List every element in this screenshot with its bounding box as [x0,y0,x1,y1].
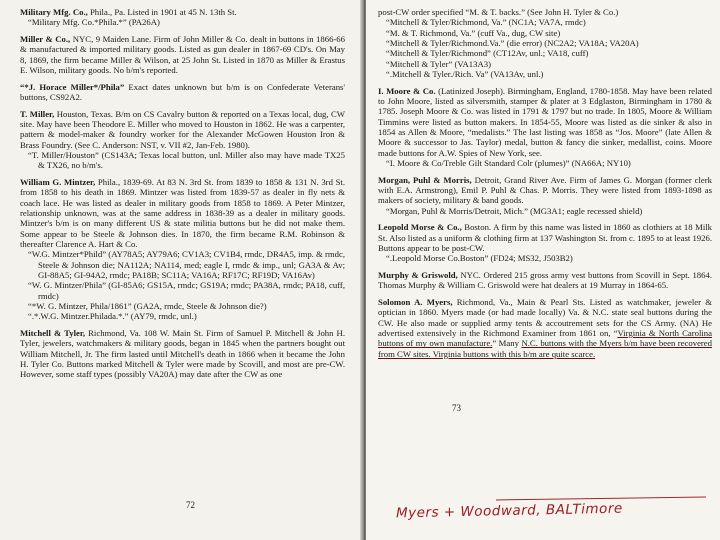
entry-morgan-puhl-morris [378,175,712,216]
page-number: 72 [186,500,195,510]
entry-text: NYC, 9 Maiden Lane. Firm of John Miller & Co. dealt in buttons in 1866-66 & manufactured & imported military goods. Listed as gun dealer in 1867-69 CD's. On May 8, 1869, the firm became Miller & Wilson, at 25 John St. Listed in 1870 as Miller & Erastus E. Wilson, military goods. No b/m's reported. [20,33,345,76]
handwritten-underline [496,497,706,501]
entry-heading: Leopold Morse & Co., [378,222,462,233]
entry-heading: Mitchell & Tyler, [20,328,86,339]
entry-text: Phila., 1839-69. At 83 N. 3rd St. from 1839 to 1858 & 131 N. 3rd St. from 1858 to his death in 1869. Mintzer was listed from 1839-57 as dealer in fly nets & coach lace. He was listed as dealer in military goods from 1858 to 1869. A Peter Mintzer, relationship unknown, was at the same address in 1838-39 as a dealer in military goods. Mintzer's b/m is on many different US & state militia buttons but he did not make them. Some appear to be Steele & Johnson dies. In 1870, the firm became R.M. Robinson & thereafter Clarence A. Hart & Co. [20,177,345,250]
entry-text: Houston, Texas. B/m on CS Cavalry button & reported on a Texas local, dug, CW site. May have been Theodore E. Miller who moved to Houston in 1862. He was a carpenter, pattern & model-maker & foundry worker for the Alexander McGowen Houston Iron & Brass Foundry. (See C. Anderson: NST, v. VII #2, Jan-Feb. 1980). [20,108,345,150]
backmark-line: “.Mitchell & Tyler./Rich. Va” (VA13Av, unl.) [386,69,544,80]
entry-heading: Miller & Co., [20,33,71,44]
entry-heading: T. Miller, [20,108,55,119]
entry-horace-miller [20,82,345,103]
entry-text: ” Many [492,338,522,349]
entry-heading: William G. Mintzer, [20,177,96,187]
backmark-line: “Mitchell & Tyler/Richmond” (CT12Av, unl.; VA18, cuff) [386,48,589,59]
backmark-line: “.*.W.G. Mintzer.Philada.*.” (AY79, rmdc, unl.) [28,311,197,322]
backmark-line: “Military Mfg. Co.*Phila.*” (PA26A) [28,17,160,28]
entry-text: NYC. Ordered 215 gross army vest buttons from Scovill in Sept. 1864. Thomas Murphy & William C. Griswold were hat dealers at 19 Murray in 1864-65. [378,270,712,291]
left-column [20,7,345,386]
entry-t-miller [20,109,345,171]
backmark-line: “Mitchell & Tyler/Richmond.Va.” (die error) (NC2A2; VA18A; VA20A) [386,38,639,49]
entry-miller-co [20,34,345,75]
backmark-line: “Morgan, Puhl & Morris/Detroit, Mich.” (MG3A1; eagle recessed shield) [386,205,643,216]
right-page [366,0,720,540]
entry-text: Exact dates unknown but b/m is on Confederate Veterans' buttons, CS92A2. [20,81,346,102]
page-number: 73 [452,403,461,413]
entry-heading: Solomon A. Myers, [378,297,453,308]
entry-heading: Morgan, Puhl & Morris, [378,174,472,185]
entry-mintzer [20,177,345,322]
handwritten-note: Myers + Woodward, BALTimore [395,500,623,522]
backmark-line: “M. & T. Richmond, Va.” (cuff Va., dug, CW site) [386,27,561,38]
entry-moore [378,86,712,169]
entry-heading: Military Mfg. Co., [20,7,88,17]
entry-mitchell-tyler [20,328,345,380]
continuation-text: post-CW order specified “M. & T. backs.” (See John H. Tyler & Co.) [378,7,619,17]
backmark-line: “I. Moore & Co/Treble Gilt Standard Colr (plumes)” (NA66A; NY10) [386,158,631,169]
backmark-line: “Mitchell & Tyler” (VA13A3) [386,58,491,69]
backmark-line: “Mitchell & Tyler/Richmond, Va.” (NC1A; VA7A, rmdc) [386,17,586,28]
entry-text: Richmond, Va. 108 W. Main St. Firm of Samuel P. Mitchell & John H. Tyler, jewelers, watchmakers & military goods, began in 1845 when the partners bought out William Mitchell, Jr. The firm lasted until Mitchell's death in 1866 when it became the John H. Tyler Co. Buttons marked Mitchell & Tyler were made by Scovill, and most are pre-CW. However, some staff types (possibly VA20A) may date after the CW as one [20,328,345,380]
backmark-line: “W. G. Mintzer/Phila” (GI-85A6; GS15A, rmdc; GS19A; rmdc; PA38A, rmdc; PA18, cuff, rmdc) [28,280,345,301]
entry-murphy-griswold [378,270,712,291]
entry-mitchell-tyler-cont [378,7,712,79]
backmark-line: “T. Miller/Houston” (CS143A; Texas local button, unl. Miller also may have made TX25 & TX26, no b/m's. [28,150,345,171]
entry-text: Richmond, Va., Main & Pearl Sts. Listed as watchmaker, jeweler & optician in 1860. Myers made (or had made locally) Va. & N.C. state seal buttons during the CW. He also made or supplied army tents & accoutrement sets for the CS Army. (NA) He advertised extensively in the Richmond Examiner from 1861 on, “ [378,297,712,339]
backmark-line: “W.G. Mintzer*Phild” (AY78A5; AY79A6; CV1A3; CV1B4, rmdc, DR4A5, imp. & rmdc, Steele & Johnson die; NA112A; NA114, med; eagle I, rmdc & imp., unl; GA3A & Av; GI-88A5; GI-94A2, rmdc; PA18B; SC11A; VA16A; RF17C; RF19D; VA16Av) [28,249,345,281]
underlined-text: N.C. buttons with the Myers b/m have been recovered from CW sites. Virginia buttons with this b/m are quite scarce. [378,338,713,359]
entry-text: Detroit, Grand River Ave. Firm of James G. Morgan (former clerk with E.A. Armstrong), Emil P. Puhl & Chas. P. Morris. They were listed from 1893-1898 as makers of society, military & band goods. [378,174,712,206]
entry-text: (Latinized Joseph). Birmingham, England, 1780-1858. May have been related to John Moore, listed as silversmith, stamper & plater at 3 Edglaston, Birmingham in 1780 & 1785. Joseph Moore & Co. was listed in 1791 & 1797 but no trade. In 1805, Moore & William Timmins were listed as button makers. In 1854-55, Moore was listed as die sinker & also in 1854 as Allen & Moore, “medalists.” The last listing was 1858 as “Jos. Moore” (late Allen & Moore & successor to Jas. Taylor) medal, button & fancy die sinker, medallist, coins. Moore made buttons for A.W. Spies of New York, see. [378,85,712,158]
right-column [378,7,712,365]
backmark-line: “*W. G. Mintzer, Phila/1861” (GA2A, rmdc, Steele & Johnson die?) [28,301,267,312]
entry-heading: Murphy & Griswold, [378,270,458,281]
underlined-text: Virginia & North Carolina buttons of my own manufacture. [378,328,712,349]
entry-text: Phila., Pa. Listed in 1901 at 45 N. 13th St. [87,7,237,17]
entry-myers [378,297,712,359]
entry-leopold-morse [378,222,712,263]
entry-military-mfg [20,7,345,28]
entry-heading: I. Moore & Co. [378,85,436,96]
entry-heading: “*J. Horace Miller*/Phila” [20,81,125,92]
backmark-line: “.Leopold Morse Co.Boston” (FD24; MS32, J503B2) [386,253,573,264]
entry-text: Boston. A firm by this name was listed in 1860 as clothiers at 18 Milk St. Also listed as a uniform & clothing firm at 137 Washington St. from c. 1895 to at least 1926. Buttons appear to be post-CW. [378,222,712,254]
